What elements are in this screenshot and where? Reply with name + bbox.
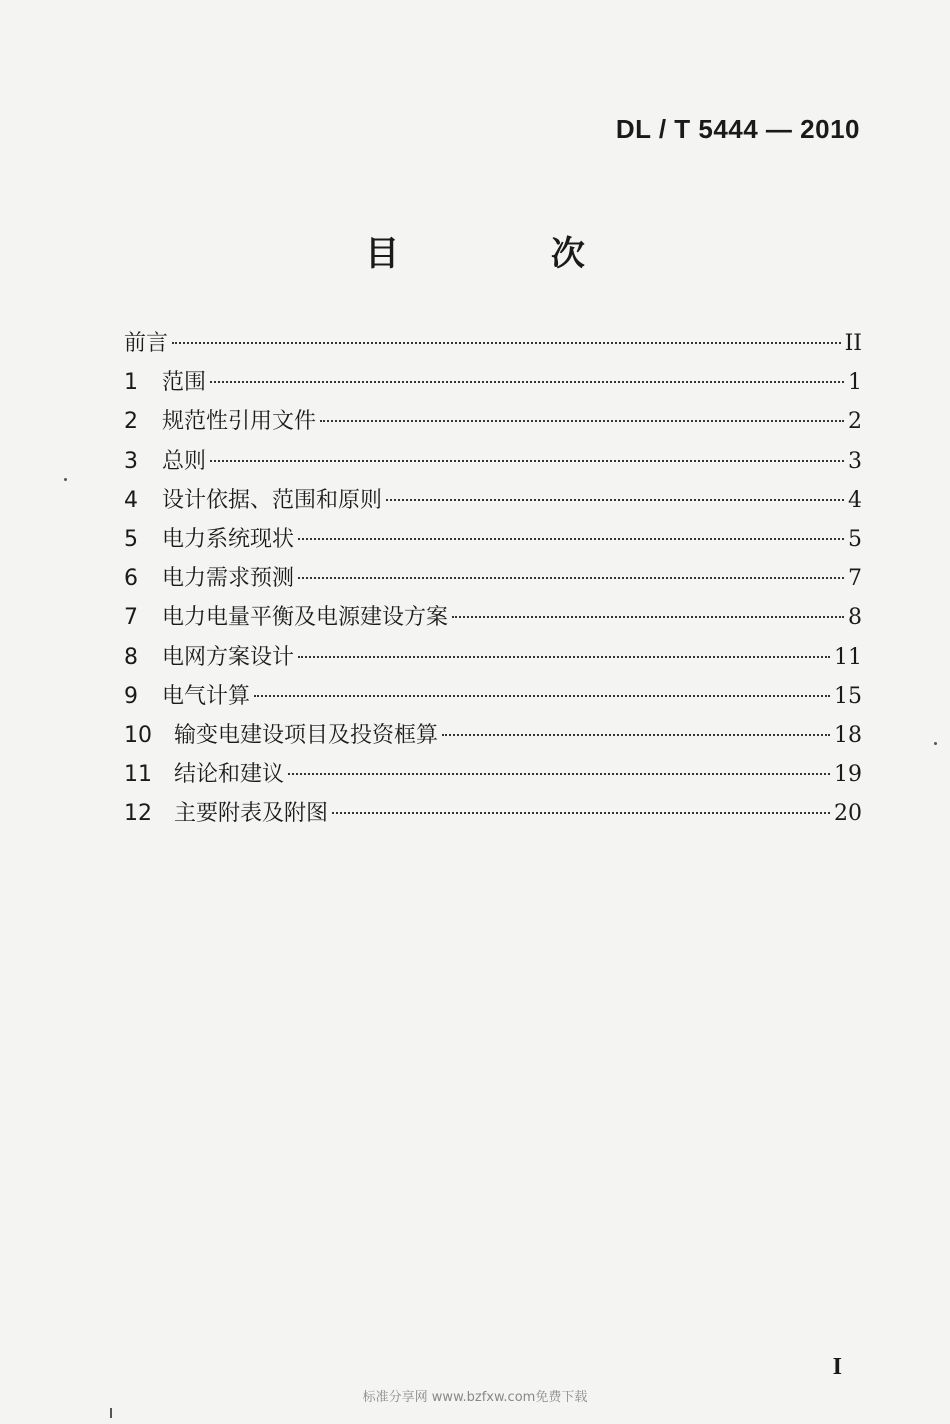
toc-entry-4[interactable] <box>124 483 862 522</box>
toc-number: 7 <box>124 605 138 631</box>
toc-entry-10[interactable] <box>124 718 862 757</box>
dot-leader <box>298 538 844 540</box>
toc-entry-12[interactable] <box>124 796 862 835</box>
toc-entry-11[interactable] <box>124 757 862 796</box>
toc-number: 10 <box>124 722 152 748</box>
toc-label: 主要附表及附图 <box>174 801 329 827</box>
toc-page-number: 3 <box>848 448 862 474</box>
toc-label: 电网方案设计 <box>162 644 295 670</box>
dot-leader <box>320 420 844 422</box>
toc-label: 总则 <box>162 448 207 474</box>
toc-number: 12 <box>124 801 152 827</box>
dot-leader <box>172 342 841 344</box>
toc-label: 输变电建设项目及投资框算 <box>174 722 439 748</box>
toc-number: 9 <box>124 683 138 709</box>
toc-entry-6[interactable] <box>124 561 862 600</box>
dot-leader <box>254 695 830 697</box>
scan-speck <box>934 742 937 745</box>
table-of-contents <box>124 326 862 835</box>
toc-label: 电气计算 <box>162 683 251 709</box>
toc-page-number: 1 <box>848 370 862 396</box>
toc-page-number: 20 <box>834 801 862 827</box>
toc-label: 电力系统现状 <box>162 526 295 552</box>
footer-watermark: 标准分享网 www.bzfxw.com免费下载 <box>362 1390 588 1405</box>
dot-leader <box>288 773 830 775</box>
toc-number: 2 <box>124 409 138 435</box>
toc-page-number: 19 <box>834 762 862 788</box>
dot-leader <box>210 381 844 383</box>
toc-entry-7[interactable] <box>124 600 862 639</box>
toc-page-number: 2 <box>848 409 862 435</box>
toc-number: 4 <box>124 487 138 513</box>
toc-label: 电力电量平衡及电源建设方案 <box>162 605 449 631</box>
dot-leader <box>298 656 830 658</box>
dot-leader <box>386 499 844 501</box>
toc-page-number: 4 <box>848 487 862 513</box>
toc-number: 3 <box>124 448 138 474</box>
toc-entry-9[interactable] <box>124 679 862 718</box>
dot-leader <box>442 734 830 736</box>
toc-page-number: 8 <box>848 605 862 631</box>
toc-number: 11 <box>124 762 152 788</box>
dot-leader <box>332 812 830 814</box>
toc-entry-1[interactable] <box>124 365 862 404</box>
toc-label: 前言 <box>124 331 169 356</box>
toc-number: 8 <box>124 644 138 670</box>
toc-page-number: 18 <box>834 722 862 748</box>
toc-entry-5[interactable] <box>124 522 862 561</box>
dot-leader <box>210 460 844 462</box>
toc-label: 范围 <box>162 370 207 396</box>
toc-label: 电力需求预测 <box>162 566 295 592</box>
toc-entry-8[interactable] <box>124 640 862 679</box>
scan-speck <box>64 478 67 481</box>
dot-leader <box>452 616 844 618</box>
toc-page-number: II <box>844 331 862 356</box>
dot-leader <box>298 577 844 579</box>
toc-page-number: 15 <box>834 683 862 709</box>
toc-page-number: 11 <box>834 644 862 670</box>
toc-label: 结论和建议 <box>174 762 285 788</box>
toc-page-number: 5 <box>848 526 862 552</box>
toc-number: 5 <box>124 526 138 552</box>
toc-label: 设计依据、范围和原则 <box>162 487 383 513</box>
toc-label: 规范性引用文件 <box>162 409 317 435</box>
page-number: I <box>832 1354 842 1380</box>
toc-entry-2[interactable] <box>124 404 862 443</box>
page-title: 目 次 <box>365 234 655 274</box>
toc-entry-3[interactable] <box>124 444 862 483</box>
standard-code: DL / T 5444 — 2010 <box>615 114 860 144</box>
toc-number: 6 <box>124 566 138 592</box>
toc-number: 1 <box>124 370 138 396</box>
toc-page-number: 7 <box>848 566 862 592</box>
scan-speck <box>110 1408 112 1418</box>
toc-entry-preface[interactable] <box>124 326 862 365</box>
